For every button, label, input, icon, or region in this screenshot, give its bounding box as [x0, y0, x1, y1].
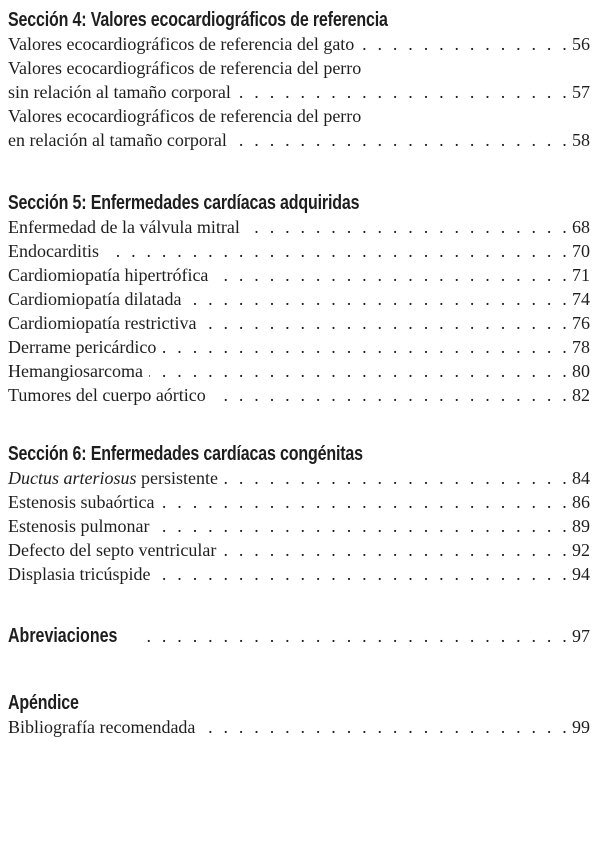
toc-entry[interactable]	[8, 32, 590, 56]
entry-page: 97	[572, 626, 590, 646]
toc-entry-abbreviations[interactable]	[8, 624, 590, 648]
toc-entry[interactable]	[8, 490, 590, 514]
dot-leader	[212, 383, 570, 407]
dot-leader	[105, 239, 570, 263]
entry-page: 56	[572, 34, 590, 54]
entry-title: Abreviaciones	[8, 625, 118, 647]
dot-leader	[222, 538, 570, 562]
dot-leader	[162, 335, 570, 359]
toc-entry[interactable]	[8, 538, 590, 562]
entry-title: Endocarditis	[8, 241, 99, 261]
section-6	[8, 442, 590, 586]
section-4	[8, 8, 590, 152]
dot-leader	[156, 562, 570, 586]
toc-entry[interactable]	[8, 80, 590, 104]
entry-page: 74	[572, 289, 590, 309]
toc-entry[interactable]	[8, 562, 590, 586]
entry-page: 82	[572, 385, 590, 405]
section-heading: Sección 4: Valores ecocardiográficos de referencia	[8, 9, 388, 31]
entry-title: sin relación al tamaño corporal	[8, 82, 231, 102]
dot-leader	[187, 287, 570, 311]
toc-entry[interactable]	[8, 383, 590, 407]
entry-page: 89	[572, 516, 590, 536]
dot-leader	[233, 128, 570, 152]
entry-page: 58	[572, 130, 590, 150]
entry-title: Tumores del cuerpo aórtico	[8, 385, 206, 405]
dot-leader	[224, 466, 570, 490]
toc-entry-line1[interactable]	[8, 56, 590, 80]
toc-entry[interactable]	[8, 263, 590, 287]
entry-title: Valores ecocardiográficos de referencia del perro	[8, 58, 362, 78]
toc-entry[interactable]	[8, 311, 590, 335]
toc-entry[interactable]	[8, 514, 590, 538]
section-heading: Sección 6: Enfermedades cardíacas congénitas	[8, 443, 363, 465]
entry-page: 94	[572, 564, 590, 584]
entry-title	[8, 466, 218, 490]
section-5	[8, 191, 590, 407]
entry-page: 57	[572, 82, 590, 102]
entry-page: 70	[572, 241, 590, 261]
appendix-section	[8, 691, 590, 739]
toc-entry[interactable]	[8, 287, 590, 311]
abbreviations-section	[8, 624, 590, 648]
dot-leader	[156, 514, 571, 538]
section-heading: Sección 5: Enfermedades cardíacas adquiridas	[8, 192, 360, 214]
toc-entry[interactable]	[8, 715, 590, 739]
dot-leader	[136, 624, 570, 648]
entry-page: 68	[572, 217, 590, 237]
entry-title: Displasia tricúspide	[8, 564, 151, 584]
toc-entry-line1[interactable]	[8, 104, 590, 128]
dot-leader	[360, 32, 570, 56]
entry-title: Estenosis subaórtica	[8, 492, 155, 512]
entry-page: 80	[572, 361, 590, 381]
toc-entry[interactable]	[8, 466, 590, 490]
entry-page: 71	[572, 265, 590, 285]
entry-title: Defecto del septo ventricular	[8, 540, 217, 560]
entry-title-italic: Ductus arteriosus	[8, 468, 137, 488]
entry-page: 86	[572, 492, 590, 512]
toc-entry[interactable]	[8, 335, 590, 359]
toc-entry[interactable]	[8, 239, 590, 263]
entry-page: 84	[572, 468, 590, 488]
entry-title: Derrame pericárdico	[8, 337, 157, 357]
entry-title: en relación al tamaño corporal	[8, 130, 227, 150]
entry-title: Hemangiosarcoma	[8, 361, 143, 381]
entry-title: Bibliografía recomendada	[8, 717, 196, 737]
dot-leader	[201, 715, 570, 739]
entry-title-rest: persistente	[136, 468, 218, 488]
entry-page: 92	[572, 540, 590, 560]
entry-page: 99	[572, 717, 590, 737]
dot-leader	[214, 263, 570, 287]
dot-leader	[149, 359, 570, 383]
entry-title: Estenosis pulmonar	[8, 516, 150, 536]
toc-entry[interactable]	[8, 215, 590, 239]
section-heading: Apéndice	[8, 692, 79, 714]
entry-title: Cardiomiopatía restrictiva	[8, 313, 197, 333]
entry-page: 78	[572, 337, 590, 357]
toc-entry[interactable]	[8, 359, 590, 383]
dot-leader	[237, 80, 570, 104]
toc-entry[interactable]	[8, 128, 590, 152]
entry-title: Cardiomiopatía hipertrófica	[8, 265, 209, 285]
entry-title: Cardiomiopatía dilatada	[8, 289, 182, 309]
entry-title: Valores ecocardiográficos de referencia del gato	[8, 34, 355, 54]
entry-title: Valores ecocardiográficos de referencia del perro	[8, 106, 362, 126]
dot-leader	[202, 311, 570, 335]
entry-title: Enfermedad de la válvula mitral	[8, 217, 240, 237]
dot-leader	[246, 215, 570, 239]
entry-page: 76	[572, 313, 590, 333]
dot-leader	[160, 490, 570, 514]
